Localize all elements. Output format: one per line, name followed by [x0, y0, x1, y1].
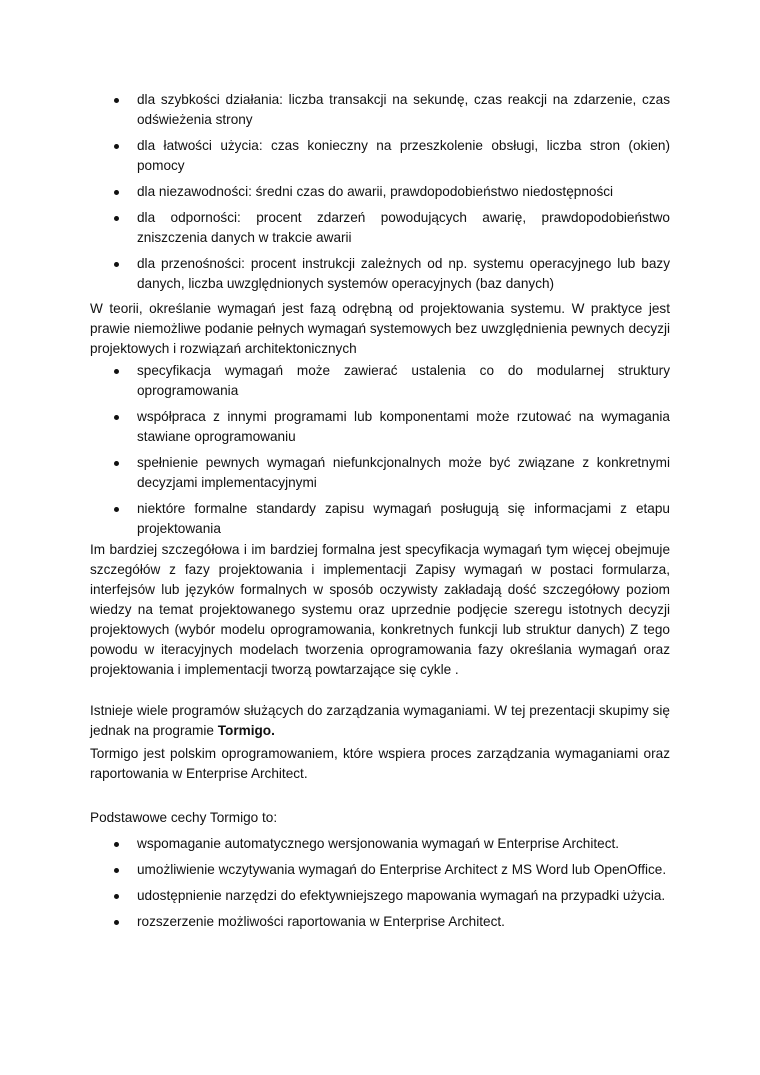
- paragraph-programs: Istnieje wiele programów służących do zarządzania wymaganiami. W tej prezentacji skupimy się jednak na programie Tormigo.: [90, 703, 670, 738]
- list-item: rozszerzenie możliwości raportowania w Enterprise Architect.: [137, 912, 670, 932]
- bullet-icon: [114, 262, 119, 267]
- list-item: dla przenośności: procent instrukcji zależnych od np. systemu operacyjnego lub bazy danych, liczba uwzględnionych systemów operacyjnych (baz danych): [137, 254, 670, 294]
- metrics-list: [137, 90, 670, 300]
- bullet-icon: [114, 920, 119, 925]
- list-item: dla odporności: procent zdarzeń powodujących awarię, prawdopodobieństwo zniszczenia danych w trakcie awarii: [137, 208, 670, 248]
- bullet-icon: [114, 369, 119, 374]
- list-item: dla niezawodności: średni czas do awarii, prawdopodobieństwo niedostępności: [137, 182, 670, 202]
- bullet-icon: [114, 98, 119, 103]
- bullet-icon: [114, 144, 119, 149]
- bullet-icon: [114, 842, 119, 847]
- list-item: dla szybkości działania: liczba transakcji na sekundę, czas reakcji na zdarzenie, czas odświeżenia strony: [137, 90, 670, 130]
- bullet-icon: [114, 868, 119, 873]
- list-item: specyfikacja wymagań może zawierać ustalenia co do modularnej struktury oprogramowania: [137, 361, 670, 401]
- bullet-icon: [114, 415, 119, 420]
- tormigo-features-list: [137, 834, 670, 938]
- list-item: niektóre formalne standardy zapisu wymagań posługują się informacjami z etapu projektowania: [137, 499, 670, 539]
- list-item: umożliwienie wczytywania wymagań do Enterprise Architect z MS Word lub OpenOffice.: [137, 860, 670, 880]
- list-item: wspomaganie automatycznego wersjonowania wymagań w Enterprise Architect.: [137, 834, 670, 854]
- paragraph-specification: Im bardziej szczegółowa i im bardziej formalna jest specyfikacja wymagań tym więcej obejmuje szczegółów z fazy projektowania i implementacji Zapisy wymagań w postaci formularza, interfejsów lub języków formalnych w sposób oczywisty zakładają dość szczegółowy poziom wiedzy na temat projektowanego systemu oraz uprzednie podjęcie szeregu istotnych decyzji projektowych (wybór modelu oprogramowania, konkretnych funkcji lub struktur danych) Z tego powodu w iteracyjnych modelach tworzenia oprogramowania fazy określania wymagań oraz projektowania i implementacji tworzą powtarzające się cykle .: [90, 542, 670, 677]
- tormigo-bold: Tormigo.: [217, 723, 275, 738]
- paragraph-theory: W teorii, określanie wymagań jest fazą odrębną od projektowania systemu. W praktyce jest prawie niemożliwe podanie pełnych wymagań systemowych bez uwzględnienia pewnych decyzji projektowych i rozwiązań architektonicznych: [90, 301, 670, 356]
- bullet-icon: [114, 507, 119, 512]
- list-item: udostępnienie narzędzi do efektywniejszego mapowania wymagań na przypadki użycia.: [137, 886, 670, 906]
- bullet-icon: [114, 461, 119, 466]
- bullet-icon: [114, 894, 119, 899]
- paragraph-tormigo: Tormigo jest polskim oprogramowaniem, które wspiera proces zarządzania wymaganiami oraz raportowania w Enterprise Architect.: [90, 746, 670, 781]
- bullet-icon: [114, 190, 119, 195]
- list-item: współpraca z innymi programami lub komponentami może rzutować na wymagania stawiane oprogramowaniu: [137, 407, 670, 447]
- list-item: dla łatwości użycia: czas konieczny na przeszkolenie obsługi, liczba stron (okien) pomocy: [137, 136, 670, 176]
- list-item: spełnienie pewnych wymagań niefunkcjonalnych może być związane z konkretnymi decyzjami implementacyjnymi: [137, 453, 670, 493]
- bullet-icon: [114, 216, 119, 221]
- design-decisions-list: [137, 361, 670, 545]
- paragraph-features-intro: Podstawowe cechy Tormigo to:: [90, 810, 278, 825]
